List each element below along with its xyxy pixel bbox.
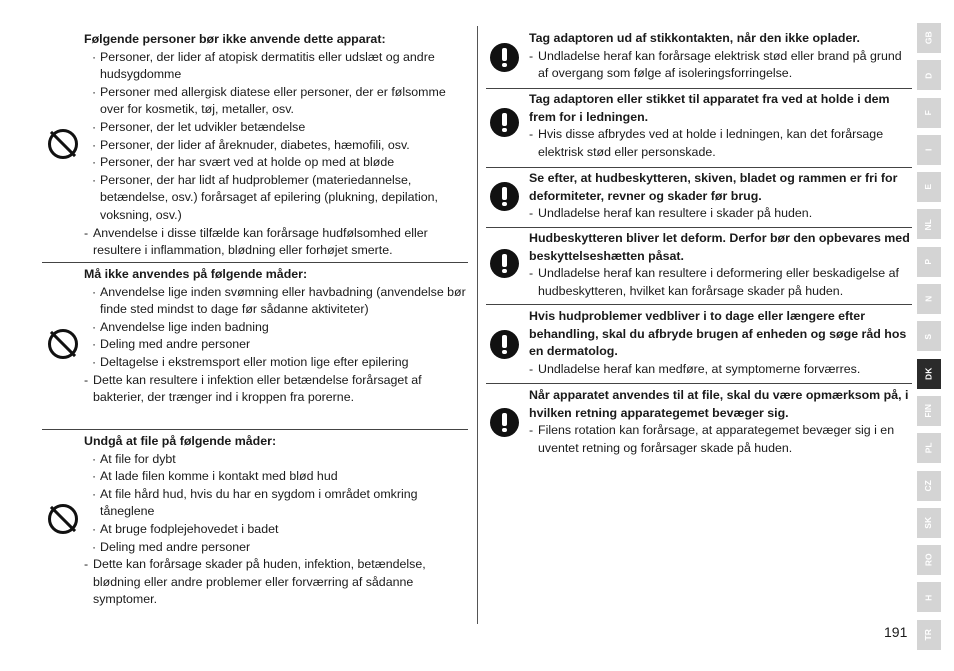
language-tab-i[interactable]: I: [917, 135, 941, 165]
mandatory-exclamation-icon: [490, 408, 519, 437]
section-heading: Må ikke anvendes på følgende måder:: [84, 267, 308, 281]
section-heading: Hvis hudproblemer vedbliver i to dage eller længere efter behandling, skal du afbryde brugen af enheden og søge råd hos en dermatolog.: [529, 309, 907, 359]
language-tab-dk[interactable]: DK: [917, 359, 941, 389]
consequence-note: - Hvis disse afbrydes ved at holde i ledningen, kan det forårsage elektrisk stød eller personskade.: [529, 126, 910, 161]
section-heading: Tag adaptoren ud af stikkontakten, når den ikke oplader.: [529, 31, 860, 45]
section-heading: Undgå at file på følgende måder:: [84, 434, 277, 448]
list-item: · Personer, der har lidt af hudproblemer (materiedannelse, betændelse, osv.) forårsaget af epilering (plukning, depilation, voksning, osv.): [84, 172, 468, 225]
section-heading: Se efter, at hudbeskytteren, skiven, bladet og rammen er fri for deformiteter, revner og skader før brug.: [529, 171, 898, 203]
language-tab-ro[interactable]: RO: [917, 545, 941, 575]
mandatory-exclamation-icon: [490, 182, 519, 211]
consequence-note: - Undladelse heraf kan resultere i skader på huden.: [529, 205, 910, 223]
list-item: · At file hård hud, hvis du har en sygdom i området omkring tåneglene: [84, 486, 468, 521]
list-item: · Deltagelse i ekstremsport eller motion lige efter epilering: [84, 354, 468, 372]
caution-section-1: [486, 28, 912, 89]
warning-section-3: [42, 430, 468, 620]
language-tab-h[interactable]: H: [917, 582, 941, 612]
list-item: · Deling med andre personer: [84, 336, 468, 354]
list-item: · Anvendelse lige inden badning: [84, 319, 468, 337]
list-item: · Personer, der lider af atopisk dermatitis eller udslæt og andre hudsygdomme: [84, 49, 468, 84]
consequence-note: - Filens rotation kan forårsage, at apparategemet bevæger sig i en uventet retning og forårsager skade på huden.: [529, 422, 910, 457]
language-tab-cz[interactable]: CZ: [917, 471, 941, 501]
caution-section-2: [486, 89, 912, 168]
prohibition-icon: [48, 329, 78, 359]
warning-section-2: [42, 263, 468, 430]
consequence-note: - Undladelse heraf kan medføre, at symptomerne forværres.: [529, 361, 910, 379]
list-item: · Personer med allergisk diatese eller personer, der er følsomme over for kosmetik, tøj, metaller, osv.: [84, 84, 468, 119]
list-item: · Anvendelse lige inden svømning eller havbadning (anvendelse bør finde sted mindst to dage før sådanne aktiviteter): [84, 284, 468, 319]
language-tab-d[interactable]: D: [917, 60, 941, 90]
consequence-note: - Undladelse heraf kan forårsage elektrisk stød eller brand på grund af overgang som følge af isoleringsforringelse.: [529, 48, 910, 83]
caution-section-5: [486, 305, 912, 384]
language-tab-nl[interactable]: NL: [917, 209, 941, 239]
language-tab-fin[interactable]: FIN: [917, 396, 941, 426]
consequence-note: - Anvendelse i disse tilfælde kan forårsage hudfølsomhed eller resultere i inflammation, blødning eller forhøjet smerte.: [84, 225, 468, 260]
consequence-note: - Undladelse heraf kan resultere i deformering eller beskadigelse af hudbeskytteren, hvilket kan forårsage skader på huden.: [529, 265, 910, 300]
consequence-note: - Dette kan resultere i infektion eller betændelse forårsaget af bakterier, der trænger ind i kroppen fra porerne.: [84, 372, 468, 407]
language-tab-f[interactable]: F: [917, 98, 941, 128]
prohibition-icon: [48, 504, 78, 534]
mandatory-exclamation-icon: [490, 330, 519, 359]
column-divider: [477, 26, 478, 624]
language-tab-sk[interactable]: SK: [917, 508, 941, 538]
language-tab-tr[interactable]: TR: [917, 620, 941, 650]
page-number: 191: [884, 624, 908, 640]
mandatory-exclamation-icon: [490, 108, 519, 137]
language-tab-e[interactable]: E: [917, 172, 941, 202]
list-item: · Deling med andre personer: [84, 539, 468, 557]
list-item: · At lade filen komme i kontakt med blød hud: [84, 468, 468, 486]
caution-section-4: [486, 228, 912, 305]
language-tab-s[interactable]: S: [917, 321, 941, 351]
section-heading: Følgende personer bør ikke anvende dette apparat:: [84, 32, 386, 46]
list-item: · Personer, der lider af åreknuder, diabetes, hæmofili, osv.: [84, 137, 468, 155]
section-heading: Når apparatet anvendes til at file, skal du være opmærksom på, i hvilken retning apparategemet bevæger sig.: [529, 388, 909, 420]
list-item: · Personer, der let udvikler betændelse: [84, 119, 468, 137]
caution-section-3: [486, 168, 912, 228]
section-heading: Tag adaptoren eller stikket til apparatet fra ved at holde i dem frem for i ledningen.: [529, 92, 890, 124]
mandatory-exclamation-icon: [490, 249, 519, 278]
section-heading: Hudbeskytteren bliver let deform. Derfor bør den opbevares med beskyttelseshætten påsat.: [529, 231, 910, 263]
consequence-note: - Dette kan forårsage skader på huden, infektion, betændelse, blødning eller andre problemer eller forværring af sådanne symptomer.: [84, 556, 468, 609]
caution-section-6: [486, 384, 912, 464]
language-tabs: [917, 23, 941, 657]
language-tab-pl[interactable]: PL: [917, 433, 941, 463]
language-tab-gb[interactable]: GB: [917, 23, 941, 53]
prohibition-icon: [48, 129, 78, 159]
list-item: · Personer, der har svært ved at holde op med at bløde: [84, 154, 468, 172]
mandatory-exclamation-icon: [490, 43, 519, 72]
warning-section-1: [42, 30, 468, 263]
list-item: · At bruge fodplejehovedet i badet: [84, 521, 468, 539]
list-item: · At file for dybt: [84, 451, 468, 469]
language-tab-n[interactable]: N: [917, 284, 941, 314]
language-tab-p[interactable]: P: [917, 247, 941, 277]
